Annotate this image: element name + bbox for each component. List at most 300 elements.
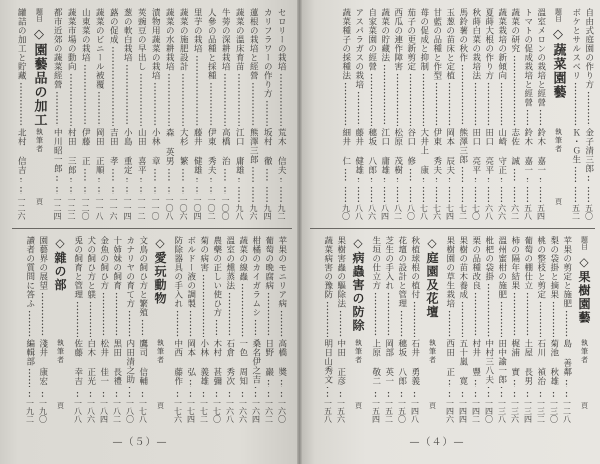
leader-dots — [204, 82, 218, 126]
leader-dots — [120, 64, 134, 126]
toc-entry — [382, 236, 395, 423]
entry-page-number: 一五四 — [371, 399, 381, 423]
leader-dots — [148, 186, 162, 194]
page-number: —（４）— — [409, 437, 465, 448]
entry-author-cell — [184, 339, 197, 389]
leader-dots — [395, 310, 408, 337]
entry-page-cell — [443, 389, 456, 423]
entry-page-cell — [430, 184, 443, 220]
entry-author: 大井上 康 — [418, 128, 429, 175]
entry-author-cell — [123, 339, 136, 389]
entry-author: 志佐 誠 — [509, 128, 520, 166]
leader-dots — [417, 73, 430, 126]
entry-page-cell — [190, 184, 204, 220]
leader-dots — [246, 166, 260, 182]
entry-page-number: 七八 — [419, 204, 429, 220]
section-title-cell — [573, 236, 595, 339]
leader-dots — [482, 177, 495, 183]
entry-author-cell — [408, 339, 421, 389]
entry-author-cell — [443, 128, 456, 184]
entry-title-cell — [391, 8, 404, 128]
section-divider-rule — [12, 228, 292, 229]
entry-page-cell — [339, 184, 352, 220]
entry-title-cell — [246, 8, 260, 128]
entry-author-cell — [120, 128, 134, 184]
toc-entry — [275, 236, 288, 423]
entry-title: 栗の品種改良 — [470, 236, 481, 290]
toc-entry — [260, 8, 274, 220]
left-page-bottom-section — [10, 236, 288, 423]
entry-author: 鈴木 嘉一 — [522, 128, 533, 175]
entry-page-cell — [274, 184, 288, 220]
entry-page-number: 一五八 — [323, 399, 333, 423]
leader-dots — [339, 82, 352, 126]
entry-title: 桃の整枝と剪定 — [535, 236, 546, 299]
entry-page-cell — [120, 184, 134, 220]
entry-title: 柑橘のカイガラムシ — [250, 236, 261, 317]
entry-page-number: 一〇八 — [165, 196, 174, 220]
entry-author: 伊東 秀夫 — [206, 128, 217, 175]
leader-dots — [190, 177, 204, 183]
leader-dots — [456, 391, 469, 397]
page-column-label-cell — [573, 389, 595, 423]
entry-author-cell — [469, 128, 482, 184]
entry-author: 石井 勇義 — [409, 339, 420, 386]
entry-author: 坂村 徹 — [262, 128, 273, 166]
entry-page-cell — [395, 389, 408, 423]
leader-dots — [482, 283, 495, 337]
entry-page-cell — [71, 389, 84, 423]
entry-title-cell — [78, 8, 92, 128]
entry-title: 夏蒔大根の作り方 — [483, 8, 494, 80]
entry-page-cell — [569, 184, 582, 220]
entry-author-cell — [334, 339, 347, 389]
entry-title-cell — [97, 236, 110, 339]
entry-author-cell — [482, 339, 495, 389]
entry-page-cell — [365, 184, 378, 220]
toc-entry — [262, 236, 275, 423]
entry-title-cell — [71, 236, 84, 339]
entry-title: 菊の病害 — [198, 236, 209, 272]
toc-entry — [408, 236, 421, 423]
leader-dots — [469, 177, 482, 183]
entry-author: 土屋 長男 — [522, 339, 533, 386]
leader-dots — [495, 82, 508, 126]
leader-dots — [408, 301, 421, 337]
leader-dots — [136, 319, 149, 337]
toc-entry — [582, 8, 595, 220]
entry-author: 中村三八夫 — [483, 339, 494, 384]
right-page — [300, 0, 600, 464]
entry-author: 高橋 治 — [220, 128, 231, 166]
leader-dots — [78, 168, 92, 183]
entry-page-number: 九四 — [263, 204, 272, 220]
leader-dots — [123, 386, 136, 388]
entry-title-cell — [210, 236, 223, 339]
entry-page-cell — [197, 389, 210, 423]
entry-title: 兎の飼育と管理 — [72, 236, 83, 299]
leader-dots — [443, 391, 456, 397]
leader-dots — [339, 168, 352, 183]
entry-page-number: 八八 — [354, 204, 364, 220]
entry-page-number: 九六 — [249, 204, 258, 220]
entry-title-cell — [378, 8, 391, 128]
leader-dots — [14, 177, 28, 183]
entry-title: 溫州蜜柑の施肥 — [496, 236, 507, 299]
leader-dots — [369, 292, 382, 337]
entry-page-number: 九二 — [277, 204, 286, 220]
entry-author-cell — [210, 339, 223, 389]
entry-page-cell — [136, 389, 149, 423]
entry-author: 山田 喜平 — [136, 128, 147, 175]
entry-title: 蔬菜市場の動向 — [66, 8, 77, 71]
entry-page-number: 一八八 — [73, 399, 83, 423]
leader-dots — [443, 177, 456, 183]
entry-title-cell — [369, 236, 382, 339]
entry-author-cell — [482, 128, 495, 184]
entry-author-cell — [495, 339, 508, 389]
toc-entry — [246, 8, 260, 220]
entry-title-cell — [456, 236, 469, 339]
leader-dots — [352, 177, 365, 183]
leader-dots — [417, 186, 430, 202]
entry-title-cell — [262, 236, 275, 339]
leader-dots — [232, 177, 246, 183]
toc-entry — [184, 236, 197, 423]
entry-title: 蔬菜の貯藏法 — [379, 8, 390, 62]
leader-dots — [521, 177, 534, 183]
leader-dots — [204, 177, 218, 183]
entry-author: 森 英男 — [164, 128, 175, 166]
entry-title: 果樹害蟲の驅除法 — [335, 236, 346, 308]
section-title-cell — [347, 236, 369, 339]
title-column-label: 題目 — [580, 236, 589, 250]
section-divider-rule — [310, 228, 595, 229]
toc-entry — [134, 8, 148, 220]
entry-author-cell — [275, 339, 288, 389]
entry-page-cell — [162, 184, 176, 220]
entry-author-cell — [50, 128, 64, 184]
entry-page-number: 一四二 — [471, 399, 481, 423]
leader-dots — [508, 168, 521, 183]
section-header — [421, 236, 443, 423]
leader-dots — [78, 64, 92, 126]
entry-title: 山東菜の栽培 — [80, 8, 91, 62]
entry-title: 生垣の仕立方 — [370, 236, 381, 290]
entry-title-cell — [534, 236, 547, 339]
entry-title: 自由式庭園の作り方 — [583, 8, 594, 89]
right-page-bottom-section — [313, 236, 595, 423]
entry-page-cell — [260, 184, 274, 220]
leader-dots — [534, 177, 547, 183]
leader-dots — [456, 166, 469, 182]
leader-dots — [218, 186, 232, 194]
entry-page-cell — [482, 184, 495, 220]
leader-dots — [339, 186, 352, 202]
entry-page-number: 一〇〇 — [221, 196, 230, 220]
entry-title: アスパラガスの栽培 — [353, 8, 364, 89]
entry-author: 淺井 康宏 — [37, 339, 48, 386]
entry-title: セロリーの栽培 — [276, 8, 287, 71]
entry-page-cell — [84, 389, 97, 423]
leader-dots — [378, 177, 391, 183]
entry-page-number: 一四六 — [445, 399, 455, 423]
leader-dots — [162, 168, 176, 183]
entry-author-cell — [321, 339, 334, 389]
entry-author: 編輯部 — [24, 339, 35, 366]
entry-title: 秋蒔白菜の栽培法 — [470, 8, 481, 80]
toc-entry — [110, 236, 123, 423]
entry-title-cell — [321, 236, 334, 339]
entry-author-cell — [171, 339, 184, 389]
entry-page-cell — [204, 184, 218, 220]
entry-page-number: 七二 — [458, 204, 468, 220]
toc-entry — [321, 236, 334, 423]
entry-title-cell — [443, 8, 456, 128]
toc-entry — [456, 8, 469, 220]
leader-dots — [148, 168, 162, 183]
entry-title: 防除器具の手入れ — [172, 236, 183, 308]
entry-page-cell — [210, 389, 223, 423]
leader-dots — [417, 177, 430, 183]
entry-author-cell — [534, 128, 547, 184]
entry-author-cell — [148, 128, 162, 184]
toc-entry — [249, 236, 262, 423]
entry-author: 菊池 秋雄 — [548, 339, 559, 386]
entry-page-number: 一六二 — [264, 399, 274, 423]
entry-title: 蔬菜種子の採種法 — [340, 8, 351, 80]
leader-dots — [92, 186, 106, 194]
entry-author: 村井 豐 — [470, 339, 481, 377]
entry-title-cell — [521, 236, 534, 339]
entry-page-number: 一二二 — [67, 196, 76, 220]
entry-author-cell — [162, 128, 176, 184]
leader-dots — [218, 168, 232, 183]
leader-dots — [210, 391, 223, 397]
title-column-label: 題目 — [554, 8, 563, 22]
entry-page-number: 一三二 — [536, 399, 546, 423]
entry-author: 鷹司 信輔 — [137, 339, 148, 386]
leader-dots — [321, 386, 334, 388]
leader-dots — [184, 391, 197, 397]
leader-dots — [97, 292, 110, 337]
leader-dots — [262, 292, 275, 337]
leader-dots — [176, 168, 190, 183]
entry-title: 罐詰の加工と貯藏 — [16, 8, 27, 80]
entry-page-number: 六二 — [510, 204, 520, 220]
entry-author: 桑名伊之吉 — [250, 339, 261, 384]
leader-dots — [321, 391, 334, 397]
entry-author-cell — [391, 128, 404, 184]
entry-author-cell — [249, 339, 262, 389]
entry-page-cell — [236, 389, 249, 423]
entry-author: 島 善鄰 — [561, 339, 572, 377]
leader-dots — [110, 391, 123, 397]
entry-title-cell — [569, 8, 582, 128]
section-title: ◇愛玩動物 — [153, 236, 167, 306]
leader-dots — [508, 292, 521, 337]
entry-author-cell — [274, 128, 288, 184]
leader-dots — [36, 391, 49, 397]
entry-author-cell — [443, 339, 456, 389]
leader-dots — [84, 301, 97, 337]
entry-author-cell — [106, 128, 120, 184]
entry-author-cell — [218, 128, 232, 184]
entry-page-cell — [23, 389, 36, 423]
toc-entry — [120, 8, 134, 220]
entry-page-number: 一七二 — [199, 399, 209, 423]
entry-title-cell — [50, 8, 64, 128]
leader-dots — [521, 186, 534, 202]
toc-entry — [404, 8, 417, 220]
entry-page-number: 一六〇 — [277, 399, 287, 423]
entry-author: 田中諭一郎 — [496, 339, 507, 384]
entry-author: 藤井 健雄 — [192, 128, 203, 175]
entry-author-cell — [534, 339, 547, 389]
entry-title-cell — [123, 236, 136, 339]
entry-title: 溫室の燻蒸法 — [224, 236, 235, 290]
author-column-label: 執筆者 — [156, 339, 165, 365]
entry-page-cell — [495, 389, 508, 423]
entry-title-cell — [334, 236, 347, 339]
entry-author-cell — [236, 339, 249, 389]
entry-page-number: 一一八 — [95, 196, 104, 220]
section-title-cell — [421, 236, 443, 339]
leader-dots — [430, 177, 443, 183]
toc-entry — [395, 236, 408, 423]
entry-author: 松井 佳一 — [98, 339, 109, 386]
entry-page-number: 一三八 — [497, 399, 507, 423]
leader-dots — [78, 186, 92, 194]
entry-page-number: 一七六 — [173, 399, 183, 423]
entry-title-cell — [184, 236, 197, 339]
entry-author-cell — [521, 339, 534, 389]
entry-title: 苺の促成と抑制 — [418, 8, 429, 71]
entry-page-cell — [382, 389, 395, 423]
toc-entry — [508, 236, 521, 423]
page-column-label-cell — [49, 389, 71, 423]
leader-dots — [162, 73, 176, 126]
entry-title: 蓮根の栽培と經營 — [248, 8, 259, 80]
entry-page-cell — [223, 389, 236, 423]
leader-dots — [495, 301, 508, 337]
entry-author: 大杉 繁 — [178, 128, 189, 166]
section-title-cell — [547, 8, 569, 128]
toc-entry — [508, 8, 521, 220]
entry-author-cell — [190, 128, 204, 184]
entry-page-cell — [534, 389, 547, 423]
leader-dots — [236, 391, 249, 397]
leader-dots — [560, 379, 573, 388]
leader-dots — [162, 186, 176, 194]
entry-title: 梨の袋掛と摘果 — [548, 236, 559, 299]
leader-dots — [508, 391, 521, 397]
entry-page-number: 一三〇 — [549, 399, 559, 423]
entry-author-cell — [176, 128, 190, 184]
leader-dots — [14, 82, 28, 126]
leader-dots — [218, 73, 232, 126]
entry-title: 蔬菜栽培の新傾向 — [496, 8, 507, 80]
entry-author-cell — [560, 339, 573, 389]
entry-page-cell — [495, 184, 508, 220]
entry-page-cell — [134, 184, 148, 220]
leader-dots — [123, 310, 136, 337]
entry-title-cell — [218, 8, 232, 128]
toc-entry — [334, 236, 347, 423]
leader-dots — [64, 73, 78, 126]
leader-dots — [365, 177, 378, 183]
entry-author-cell — [223, 339, 236, 389]
entry-title-cell — [508, 236, 521, 339]
entry-title: 蔬菜のビニール被覆 — [94, 8, 105, 89]
entry-page-cell — [64, 184, 78, 220]
entry-author-cell — [262, 339, 275, 389]
entry-page-number: 七六 — [432, 204, 442, 220]
entry-title-cell — [14, 8, 28, 128]
entry-title: 葡萄の棚仕立 — [522, 236, 533, 290]
entry-title: 蕗の促成 — [108, 8, 119, 44]
entry-title: 柿の隔年結果 — [509, 236, 520, 290]
leader-dots — [508, 55, 521, 126]
leader-dots — [378, 186, 391, 202]
leader-dots — [262, 379, 275, 388]
entry-author: 江口 庸雄 — [234, 128, 245, 175]
leader-dots — [106, 186, 120, 194]
entry-author: 江口 庸雄 — [379, 128, 390, 175]
entry-author-cell — [369, 339, 382, 389]
entry-title: 甘藍の品種と作型 — [431, 8, 442, 80]
page-column-label: 頁 — [354, 401, 363, 411]
leader-dots — [223, 292, 236, 337]
leader-dots — [482, 391, 495, 397]
leader-dots — [14, 186, 28, 194]
leader-dots — [534, 186, 547, 202]
page-column-label-cell — [547, 184, 569, 220]
entry-page-number: 一二四 — [53, 196, 62, 220]
entry-title: 馬鈴薯の秋作 — [457, 8, 468, 62]
entry-author-cell — [204, 128, 218, 184]
entry-title-cell — [352, 8, 365, 128]
entry-title: カナリヤの育て方 — [124, 236, 135, 308]
leader-dots — [232, 186, 246, 202]
entry-page-number: 一五六 — [336, 399, 346, 423]
leader-dots — [469, 292, 482, 337]
entry-page-cell — [106, 184, 120, 220]
leader-dots — [560, 391, 573, 397]
entry-page-cell — [249, 389, 262, 423]
entry-page-cell — [521, 389, 534, 423]
section-header — [149, 236, 171, 423]
entry-title-cell — [171, 236, 184, 339]
page-column-label-cell — [28, 184, 50, 220]
entry-author: 藤井 健雄 — [353, 128, 364, 175]
entry-title: ボケとサルスベリ — [570, 8, 581, 80]
entry-author-cell — [197, 339, 210, 389]
entry-author-cell — [582, 128, 595, 184]
entry-author: 小林 義雄 — [198, 339, 209, 386]
entry-page-number: 一五二 — [384, 399, 394, 423]
leader-dots — [404, 168, 417, 183]
leader-dots — [262, 391, 275, 397]
entry-author-cell — [495, 128, 508, 184]
toc-entry — [210, 236, 223, 423]
leader-dots — [334, 391, 347, 397]
entry-title: 農藥の正しい使ひ方 — [211, 236, 222, 317]
leader-dots — [582, 91, 595, 126]
entry-page-cell — [369, 389, 382, 423]
section-title: ◇庭園及花壇 — [425, 236, 439, 319]
entry-author: 田口 亮平 — [483, 128, 494, 175]
